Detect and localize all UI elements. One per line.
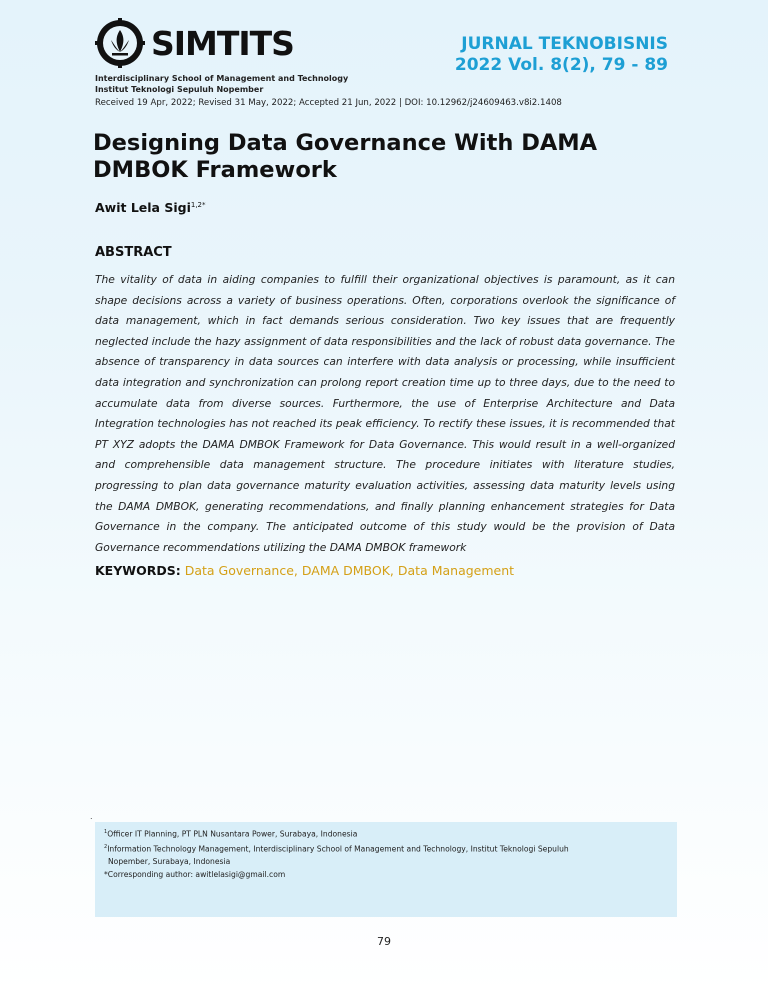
- university-name: Institut Teknologi Sepuluh Nopember: [95, 85, 264, 94]
- institution-name: Interdisciplinary School of Management and Technology: [95, 74, 349, 83]
- footnote-corresponding-author: *Corresponding author: awitlelasigi@gmail.com: [104, 870, 286, 879]
- journal-logo: [95, 18, 294, 68]
- paper-title: Designing Data Governance With DAMA DMBOK Framework: [93, 130, 598, 183]
- footnote-marker: .: [90, 812, 93, 821]
- abstract-heading: ABSTRACT: [95, 245, 172, 260]
- footnote-2-mark: 2: [104, 844, 108, 850]
- footnote-1-text: Officer IT Planning, PT PLN Nusantara Power, Surabaya, Indonesia: [107, 829, 358, 839]
- author-affiliation-marks: 1,2*: [190, 200, 206, 209]
- submission-dates-doi: Received 19 Apr, 2022; Revised 31 May, 2022; Accepted 21 Jun, 2022 | DOI: 10.12962/j24609463.v8i2.1408: [95, 98, 562, 108]
- journal-title: JURNAL TEKNOBISNIS: [461, 34, 668, 54]
- footnote-2: [104, 844, 569, 854]
- footnote-1-mark: 1: [104, 829, 108, 835]
- keywords-label: KEYWORDS:: [95, 563, 181, 578]
- author-line: [95, 200, 206, 215]
- author-name: Awit Lela Sigi: [95, 200, 191, 215]
- its-emblem-icon: [95, 18, 145, 68]
- abstract-text: The vitality of data in aiding companies to fulfill their organizational objectives is paramount, as it can shape decisions across a variety of business operations. Often, corporations overlook the significance of data management, which in fact demands serious consideration. Two key issues that are frequently neglected include the hazy assignment of data responsibilities and the lack of robust data governance. The absence of transparency in data sources can interfere with data analysis or processing, while insufficient data integration and synchronization can prolong report creation time up to three days, due to the need to accumulate data from diverse sources. Furthermore, the use of Enterprise Architecture and Data Integration technologies has not reached its peak efficiency. To rectify these issues, it is recommended that PT XYZ adopts the DAMA DMBOK Framework for Data Governance. This would result in a well-organized and comprehensible data management structure. The procedure initiates with literature studies, progressing to plan data governance maturity evaluation activities, assessing data maturity levels using the DAMA DMBOK, generating recommendations, and finally planning enhancement strategies for Data Governance in the company. The anticipated outcome of this study would be the provision of Data Governance recommendations utilizing the DAMA DMBOK framework: [95, 273, 675, 554]
- footnote-2-continued: Nopember, Surabaya, Indonesia: [108, 857, 231, 866]
- page-number: 79: [377, 935, 391, 948]
- keywords-line: [95, 563, 514, 578]
- footnote-2-text: Information Technology Management, Interdisciplinary School of Management and Technology, Institut Teknologi Sepuluh: [107, 844, 569, 854]
- footnote-1: [104, 829, 357, 839]
- keywords-value: Data Governance, DAMA DMBOK, Data Management: [184, 563, 515, 578]
- logo-wordmark: SIMTITS: [151, 23, 294, 63]
- journal-volume: 2022 Vol. 8(2), 79 - 89: [454, 55, 668, 75]
